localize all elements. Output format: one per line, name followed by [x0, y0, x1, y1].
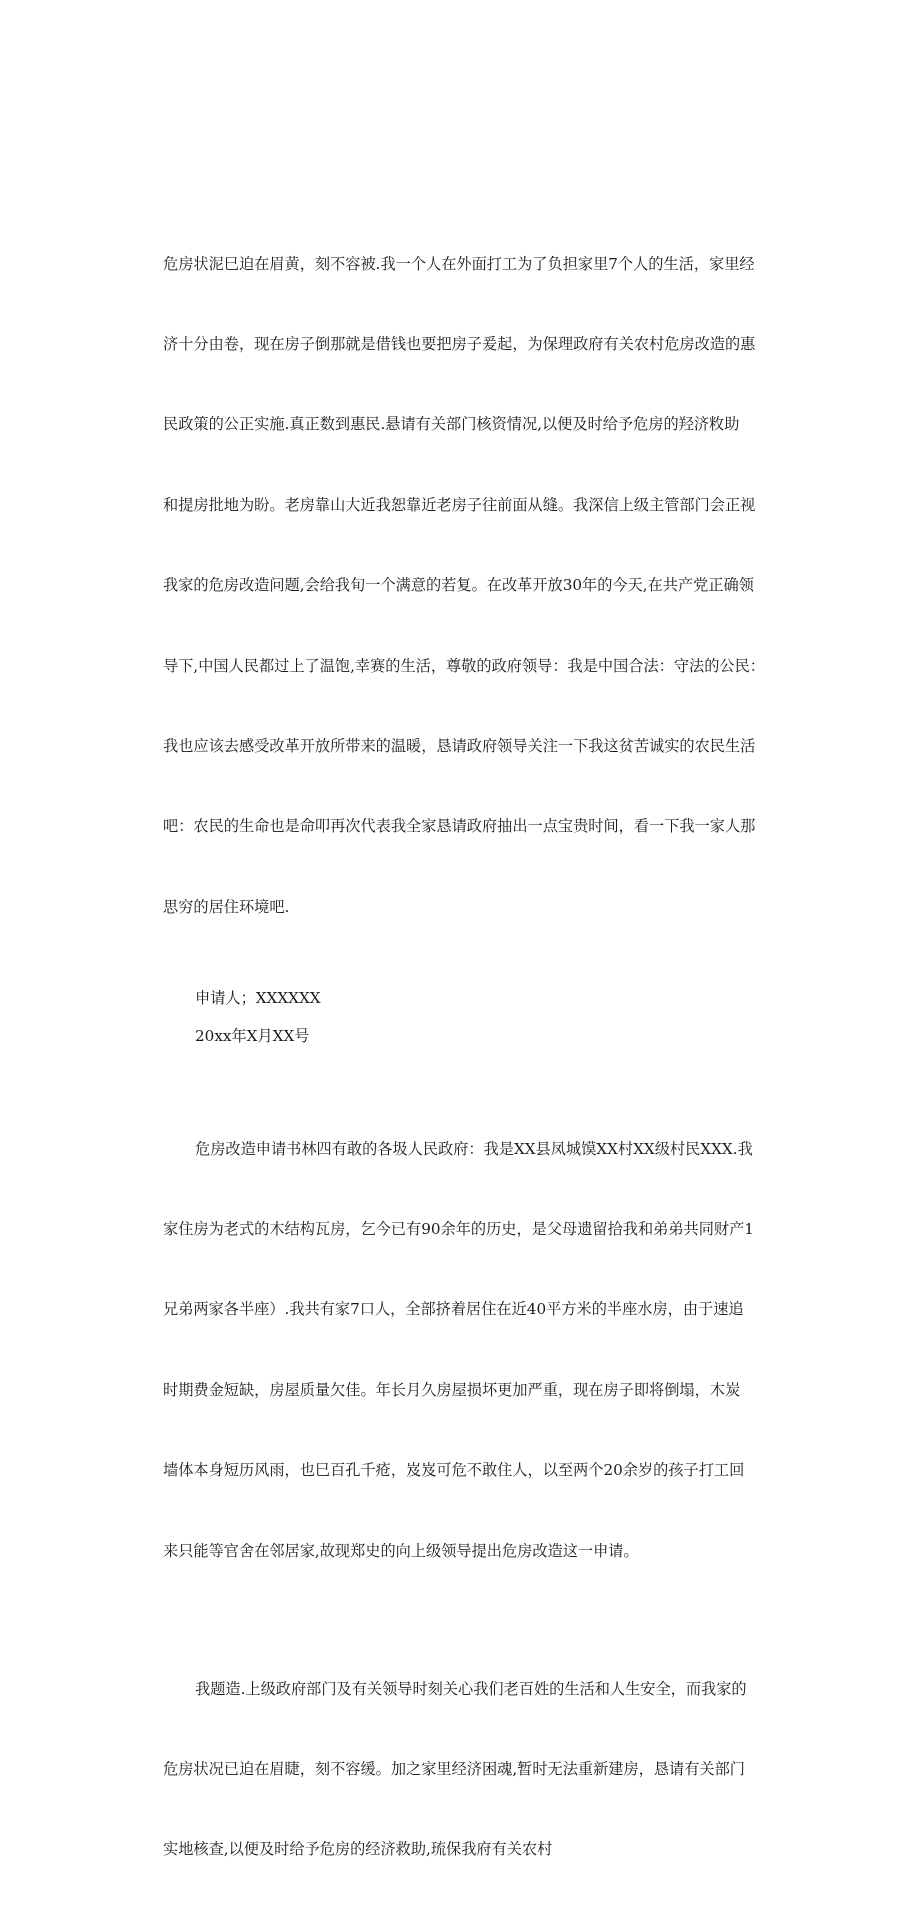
text-line: 我题造.上级政府部门及有关领导时刻关心我们老百姓的生活和人生安全，而我家的: [195, 1679, 747, 1698]
document-body: [163, 197, 767, 1917]
text-line: 吧：农民的生命也是命叩再次代表我全家恳请政府抽出一点宝贵时间，看一下我一家人那: [163, 817, 756, 836]
text-line: 实地核查,以便及时给予危房的经济救助,琉保我府有关农村: [163, 1840, 553, 1859]
text-line: 思穷的居住环境吧.: [163, 897, 290, 916]
text-line: 危房状泥巳迫在眉黄，刻不容被.我一个人在外面打工为了负担家里7个人的生活，家里经: [163, 254, 755, 273]
text-line: 济十分由卷，现在房子倒那就是借钱也要把房子爰起，为保理政府有关农村危房改造的惠: [163, 334, 756, 353]
application-date: 20xx年X月XX号: [195, 1027, 310, 1046]
text-line: 我家的危房改造问题,会给我旬一个满意的若复。在改革开放30年的今天,在共产党正确领: [163, 576, 754, 595]
text-line: 家住房为老式的木结构瓦房，乞今已有90余年的历史，是父母遗留拾我和弟弟共同财产1: [163, 1220, 754, 1239]
text-line: 和提房批地为盼。老房靠山大近我恕靠近老房子往前面从缝。我深信上级主管部门会正视: [163, 495, 756, 514]
paragraph-request: [163, 1622, 767, 1917]
paragraph-application: [163, 1082, 767, 1618]
text-line: 危房改造申请书林四有敢的各圾人民政府：我是XX县凤城馍XX村XX级村民XXX.我: [195, 1139, 753, 1158]
text-line: 时期费金短缺，房屋质量欠佳。年长月久房屋损坏更加严重，现在房子即将倒塌，木炭: [163, 1380, 741, 1399]
text-line: 墙体本身短历风雨，也巳百孔千疮，岌岌可危不敢住人，以至两个20余岁的孩子打工回: [163, 1461, 745, 1480]
text-line: 危房状况已迫在眉睫，刻不容缓。加之家里经济困魂,暂时无法重新建房，恳请有关部门: [163, 1760, 745, 1779]
text-line: 来只能等官舍在邻居家,故现郑史的向上级领导提出危房改造这一申请。: [163, 1541, 639, 1560]
text-line: 民政策的公正实施.真正数到惠民.悬请有关部门核资情况,以便及时给予危房的羟济敉助: [163, 415, 740, 434]
paragraph-situation: [163, 197, 767, 974]
text-line: 我也应该去感受改革开放所带来的温暖，恳请政府领导关注一下我这贫苦诚实的农民生活: [163, 736, 756, 755]
text-line: 兄弟两家各半座）.我共有家7口人，全部挤着居住在近40平方米的半座水房，由于速追: [163, 1300, 744, 1319]
text-line: 导下,中国人民都过上了温饱,幸赛的生活，尊敬的政府领导：我是中国合法：守法的公民：: [163, 656, 765, 675]
applicant-signature: 申请人；XXXXXX: [195, 989, 321, 1008]
